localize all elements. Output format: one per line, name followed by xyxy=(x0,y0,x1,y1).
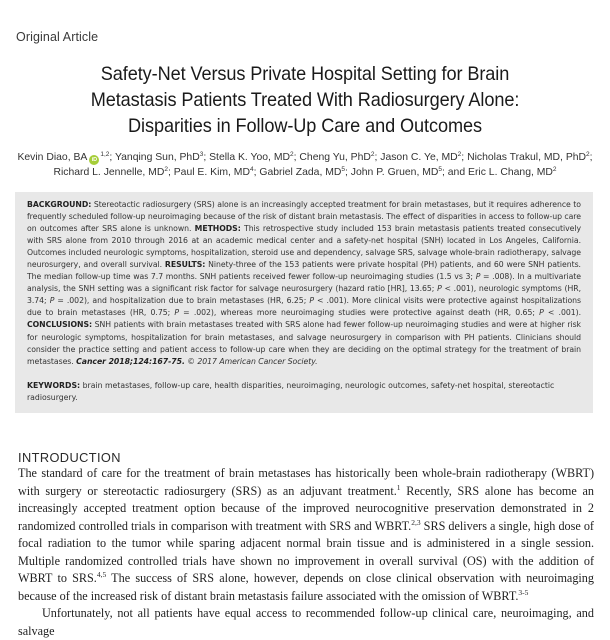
author-affiliation: 2 xyxy=(290,151,294,158)
introduction-body xyxy=(18,465,594,640)
article-title xyxy=(21,61,588,139)
author-line: Richard L. Jennelle, $MD^2$; Paul E. Kim, $MD^4$; Gabriel Zada, $MD^5$; John P. Gruen, $MD^5$; and Eric L. Chang, $MD^2$ xyxy=(53,166,557,178)
title-line: Metastasis Patients Treated With Radiosurgery Alone: xyxy=(90,89,520,111)
abstract-section-text: Stereotactic radiosurgery (SRS) alone is an increasingly accepted treatment for brain metastases, but it requires adherence to frequently scheduled follow-up neuroimaging because of the risk of distant brain metastasis. The effect of disparities in access to follow-up care on outcomes after SRS alone is unknown. xyxy=(27,200,581,234)
abstract-section-label: METHODS: xyxy=(194,224,241,234)
p-value-symbol: P xyxy=(539,308,544,318)
author-affiliation: 3 xyxy=(199,151,204,158)
author-name: Richard L. Jennelle, MD xyxy=(53,167,165,178)
abstract-section-label: BACKGROUND: xyxy=(27,200,92,209)
p-value-symbol: P xyxy=(309,296,314,306)
author-name: Stella K. Yoo, MD xyxy=(209,152,290,163)
reference-citation: 2,3 xyxy=(411,517,421,527)
section-heading-introduction: INTRODUCTION xyxy=(18,450,121,465)
author-affiliation: 2 xyxy=(457,151,462,158)
introduction-paragraph: Unfortunately, not all patients have equal access to recommended follow-up clinical care, neuroimaging, and salvage xyxy=(18,606,594,638)
reference-citation: 4,5 xyxy=(96,570,107,579)
abstract-text xyxy=(27,199,581,368)
author-name: Paul E. Kim, MD xyxy=(173,167,250,178)
author-name: Eric L. Chang, MD xyxy=(468,167,553,178)
citation xyxy=(76,357,317,366)
p-value-symbol: P xyxy=(174,308,179,318)
article-type-label: Original Article xyxy=(16,30,99,44)
keywords-label: KEYWORDS: xyxy=(27,381,81,390)
copyright-notice: © 2017 American Cancer Society. xyxy=(187,356,318,366)
author-name: Kevin Diao, BA xyxy=(17,152,88,163)
journal-reference: Cancer 2018;124:167-75. xyxy=(76,356,185,366)
keywords xyxy=(27,380,581,404)
author-name: John P. Gruen, MD xyxy=(350,167,439,178)
author-affiliation: 2 xyxy=(164,166,168,173)
author-affiliation: 2 xyxy=(586,151,590,158)
author-name: Yanqing Sun, PhD xyxy=(114,152,200,163)
author-list xyxy=(0,150,610,180)
author-name: Nicholas Trakul, MD, PhD xyxy=(467,152,587,163)
reference-citation: 3-5 xyxy=(518,587,529,597)
keywords-list: brain metastases, follow-up care, health disparities, neuroimaging, neurologic outcomes, safety-net hospital, stereotactic radiosurgery. xyxy=(27,381,555,403)
author-affiliation: 4 xyxy=(249,166,254,173)
title-line: Safety-Net Versus Private Hospital Setting for Brain xyxy=(100,63,510,85)
abstract-section-label: CONCLUSIONS: xyxy=(27,320,93,330)
author-name: Cheng Yu, PhD xyxy=(299,152,371,163)
author-name: Jason C. Ye, MD xyxy=(380,152,458,163)
author-affiliation: 5 xyxy=(438,166,442,173)
author-name: Gabriel Zada, MD xyxy=(259,167,342,178)
author-affiliation: 1,2 xyxy=(100,151,110,158)
introduction-paragraph: The standard of care for the treatment of brain metastases has historically been whole-brain radiotherapy (WBRT) with surgery or stereotactic radiosurgery (SRS) as an adjuvant treatment.$^1$ Recently, SRS alone has become an increasingly accepted treatment option because of the improved neurocognitive preservation demonstrated in 2 randomized controlled trials in comparison with treatment with SRS and WBRT.$^{2,3}$ SRS delivers a single, high dose of focal radiation to the tumor while sparing adjacent normal brain tissue and is administered in a single session. Multiple randomized controlled trials have shown no improvement in overall survival (OS) with the addition of WBRT to SRS.$^{4,5}$ The success of SRS alone, however, depends on close clinical observation with neuroimaging because of the increased risk of distant brain metastasis failure associated with the omission of WBRT.$^{3-5}$ xyxy=(18,466,595,603)
title-line: Disparities in Follow-Up Care and Outcomes xyxy=(128,115,482,137)
abstract-section-text: Ninety-three of the 153 patients were private hospital (PH) patients, and 60 were SNH patients. The median follow-up time was 7.7 months. SNH patients received fewer follow-up neuroimaging studies (1.5 vs 3; P = .008). In a multivariate analysis, the SNH setting was a significant risk factor for salvage neurosurgery (hazard ratio [HR], 13.65; P < .001), neurologic symptoms (HR, 3.74; P = .002), and hospitalization due to brain metastases (HR, 6.25; P < .001). More clinical visits were protective against hospitalizations due to brain metastases (HR, 0.75; P = .002), whereas more neuroimaging studies were protective against death (HR, 0.65; P < .001). xyxy=(27,260,582,318)
author-line: Kevin Diao, BA iD$^{1,2}$; Yanqing Sun, PhD$^3$; Stella K. Yoo, $MD^2$; Cheng Yu, PhD$^2$; Jason C. Ye, $MD^2$; Nicholas Trakul, MD, PhD$^2$; xyxy=(17,151,593,163)
reference-citation: 1 xyxy=(396,482,401,492)
author-affiliation: 2 xyxy=(552,166,557,173)
author-affiliation: 5 xyxy=(341,166,345,173)
p-value-symbol: P xyxy=(437,284,442,294)
abstract-section-label: RESULTS: xyxy=(164,260,206,270)
abstract-section-text: SNH patients with brain metastases treated with SRS alone had fewer follow-up neuroimaging studies and were at higher risk for neurologic symptoms, hospitalization for brain metastases, and salvage neurosurgery in comparison with PH patients. Clinicians should consider the practice setting and patient access to follow-up care when they are deciding on the optimal strategy for the treatment of brain metastases. xyxy=(27,320,581,366)
abstract-box xyxy=(15,192,593,413)
orcid-icon[interactable]: iD xyxy=(89,155,99,165)
abstract-section-text: This retrospective study included 153 brain metastasis patients treated consecutively with SRS alone from 2010 through 2016 at an academic medical center and a safety-net hospital (SNH) located in Los Angeles, California. Outcomes included neurologic symptoms, hospitalization, steroid use and dependency, salvage SRS, salvage whole-brain radiotherapy, salvage neurosurgery, and overall survival. xyxy=(27,224,581,270)
p-value-symbol: P xyxy=(49,296,55,306)
author-affiliation: 2 xyxy=(370,151,375,158)
p-value-symbol: P xyxy=(475,272,481,282)
